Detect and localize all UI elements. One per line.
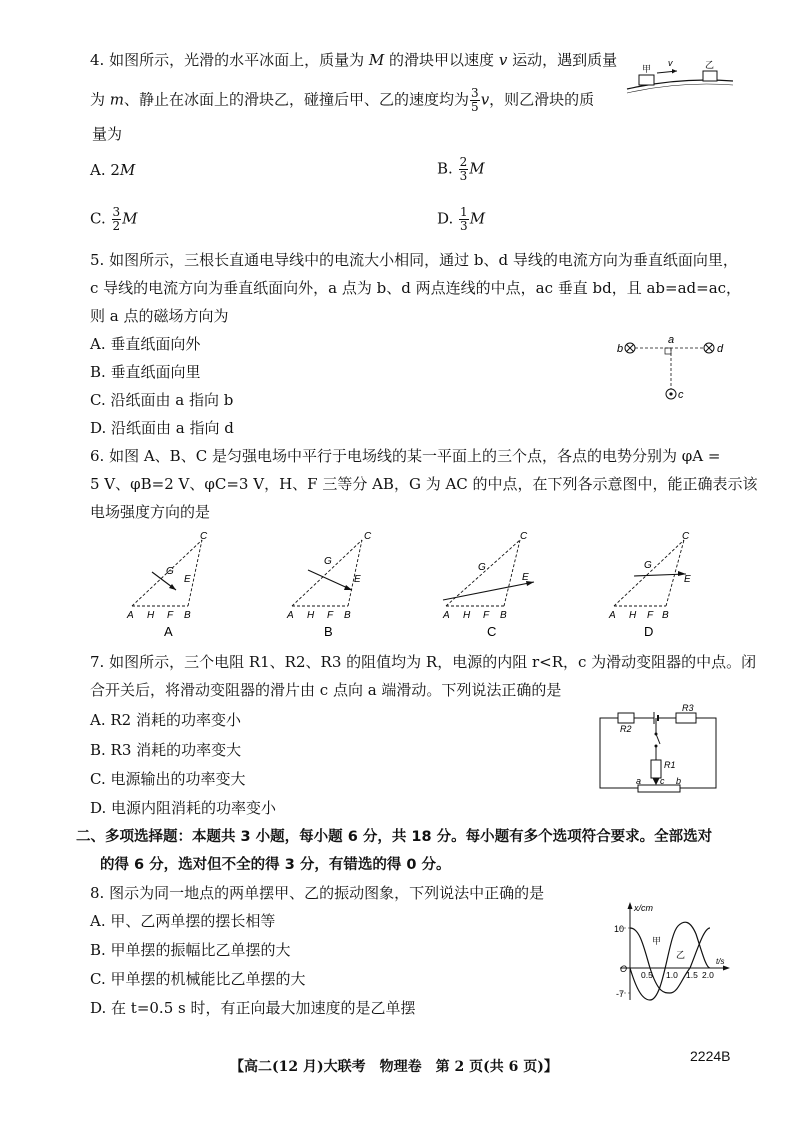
q8-graph	[606, 900, 736, 1010]
svg-text:c: c	[678, 389, 684, 401]
svg-text:H: H	[463, 610, 471, 621]
q5-line3: 则 a 点的磁场方向为	[90, 307, 229, 325]
q5-figure	[615, 332, 730, 412]
svg-text:甲: 甲	[642, 64, 652, 74]
svg-text:E: E	[684, 574, 691, 585]
svg-text:0.5: 0.5	[641, 970, 653, 980]
q4-option-d: D. $\frac{1}{3}$ M	[437, 205, 486, 233]
svg-text:C: C	[520, 531, 528, 542]
svg-text:10: 10	[614, 924, 625, 934]
svg-text:甲: 甲	[652, 936, 662, 946]
svg-text:C: C	[682, 531, 690, 542]
svg-text:乙: 乙	[705, 60, 715, 70]
svg-text:H: H	[307, 610, 315, 621]
q6-figure-d	[604, 530, 704, 640]
q8-option-d: D. 在 t=0.5 s 时，有正向最大加速度的是乙单摆	[90, 999, 416, 1017]
svg-text:v: v	[668, 58, 673, 68]
q4-option-c: C. $\frac{3}{2}$ M	[90, 205, 138, 233]
q5-option-b: B. 垂直纸面向里	[90, 363, 201, 381]
svg-text:a: a	[636, 776, 642, 786]
q6-figure-b	[282, 530, 382, 640]
q7-option-d: D. 电源内阻消耗的功率变小	[90, 799, 277, 817]
q4-option-b: B. $\frac{2}{3}$ M	[437, 155, 485, 183]
svg-text:A: A	[127, 610, 134, 621]
q8-line1: 8. 图示为同一地点的两单摆甲、乙的振动图象，下列说法中正确的是	[90, 884, 545, 902]
svg-text:d: d	[717, 343, 724, 355]
q5-line2: c 导线的电流方向为垂直纸面向外，a 点为 b、d 两点连线的中点，ac 垂直 bd，且 ab=ad=ac，	[90, 279, 742, 297]
q5-option-d: D. 沿纸面由 a 指向 d	[90, 419, 234, 437]
svg-text:R1: R1	[664, 760, 676, 770]
caption-d: D	[644, 624, 654, 639]
q5-option-c: C. 沿纸面由 a 指向 b	[90, 391, 234, 409]
svg-text:B: B	[184, 610, 191, 621]
q4-option-a: A. 2M	[90, 161, 136, 179]
svg-text:x/cm: x/cm	[634, 903, 653, 913]
caption-b: B	[324, 624, 333, 639]
svg-text:G: G	[166, 566, 174, 577]
svg-text:a: a	[668, 334, 675, 346]
svg-text:E: E	[522, 572, 529, 583]
svg-text:G: G	[324, 556, 332, 567]
svg-text:C: C	[200, 531, 208, 542]
svg-text:F: F	[167, 610, 174, 621]
section-2-heading: 二、多项选择题：本题共 3 小题，每小题 6 分，共 18 分。每小题有多个选项符合要求。全部选对	[76, 829, 713, 845]
q6-line3: 电场强度方向的是	[90, 503, 211, 521]
fraction: $\frac{3}{5}$	[471, 86, 479, 114]
q7-circuit	[594, 704, 724, 800]
svg-text:F: F	[647, 610, 654, 621]
svg-text:2.0: 2.0	[702, 970, 714, 980]
section-2-heading-line2: 的得 6 分，选对但不全的得 3 分，有错选的得 0 分。	[100, 857, 451, 873]
q5-line1: 5. 如图所示，三根长直通电导线中的电流大小相同，通过 b、d 导线的电流方向为垂直纸面向里，	[90, 251, 738, 269]
page-footer: 【高二(12 月)大联考 物理卷 第 2 页(共 6 页)】	[230, 1059, 558, 1075]
q8-option-a: A. 甲、乙两单摆的摆长相等	[90, 912, 276, 930]
q8-option-b: B. 甲单摆的振幅比乙单摆的大	[90, 941, 291, 959]
svg-text:E: E	[354, 574, 361, 585]
q5-option-a: A. 垂直纸面向外	[90, 335, 201, 353]
q4-line3: 量为	[92, 125, 123, 143]
q6-figure-c	[438, 530, 548, 640]
svg-text:R2: R2	[620, 724, 632, 734]
svg-text:H: H	[147, 610, 155, 621]
svg-text:B: B	[662, 610, 669, 621]
q6-figure-a	[122, 530, 222, 640]
svg-text:E: E	[184, 574, 191, 585]
q4-line2: 为 m、静止在冰面上的滑块乙，碰撞后甲、乙的速度均为 $\frac{3}{5}$ v，则乙滑块的质	[90, 86, 595, 114]
svg-text:A: A	[443, 610, 450, 621]
q7-option-a: A. R2 消耗的功率变小	[90, 711, 241, 729]
svg-text:G: G	[478, 562, 486, 573]
svg-text:-7: -7	[616, 989, 625, 999]
q7-line2: 合开关后，将滑动变阻器的滑片由 c 点向 a 端滑动。下列说法正确的是	[90, 681, 562, 699]
svg-text:F: F	[327, 610, 334, 621]
svg-text:B: B	[344, 610, 351, 621]
svg-text:G: G	[644, 560, 652, 571]
q7-option-b: B. R3 消耗的功率变大	[90, 741, 242, 759]
svg-text:O: O	[620, 964, 628, 974]
q8-option-c: C. 甲单摆的机械能比乙单摆的大	[90, 970, 306, 988]
svg-text:c: c	[660, 776, 665, 786]
svg-text:1.0: 1.0	[666, 970, 678, 980]
q4-figure	[625, 55, 735, 97]
q6-line1: 6. 如图 A、B、C 是匀强电场中平行于电场线的某一平面上的三个点，各点的电势分别为 φA =	[90, 447, 721, 465]
page-code: 2224B	[690, 1048, 731, 1064]
svg-text:B: B	[500, 610, 507, 621]
svg-text:b: b	[617, 343, 624, 355]
q7-option-c: C. 电源输出的功率变大	[90, 770, 246, 788]
q4-line1: 4. 如图所示，光滑的水平冰面上，质量为 M 的滑块甲以速度 v 运动，遇到质量	[90, 51, 618, 69]
q7-line1: 7. 如图所示，三个电阻 R1、R2、R3 的阻值均为 R，电源的内阻 r<R，c 为滑动变阻器的中点。闭	[90, 653, 757, 671]
svg-text:A: A	[287, 610, 294, 621]
svg-text:b: b	[676, 776, 682, 786]
svg-text:H: H	[629, 610, 637, 621]
svg-text:R3: R3	[682, 703, 694, 713]
caption-a: A	[164, 624, 173, 639]
q6-line2: 5 V、φB=2 V、φC=3 V，H、F 三等分 AB，G 为 AC 的中点，在下列各示意图中，能正确表示该	[90, 475, 758, 493]
svg-text:乙: 乙	[676, 950, 686, 960]
svg-text:1.5: 1.5	[686, 970, 698, 980]
svg-text:A: A	[609, 610, 616, 621]
caption-c: C	[487, 624, 497, 639]
svg-text:C: C	[364, 531, 372, 542]
svg-text:t/s: t/s	[716, 957, 725, 966]
svg-text:F: F	[483, 610, 490, 621]
